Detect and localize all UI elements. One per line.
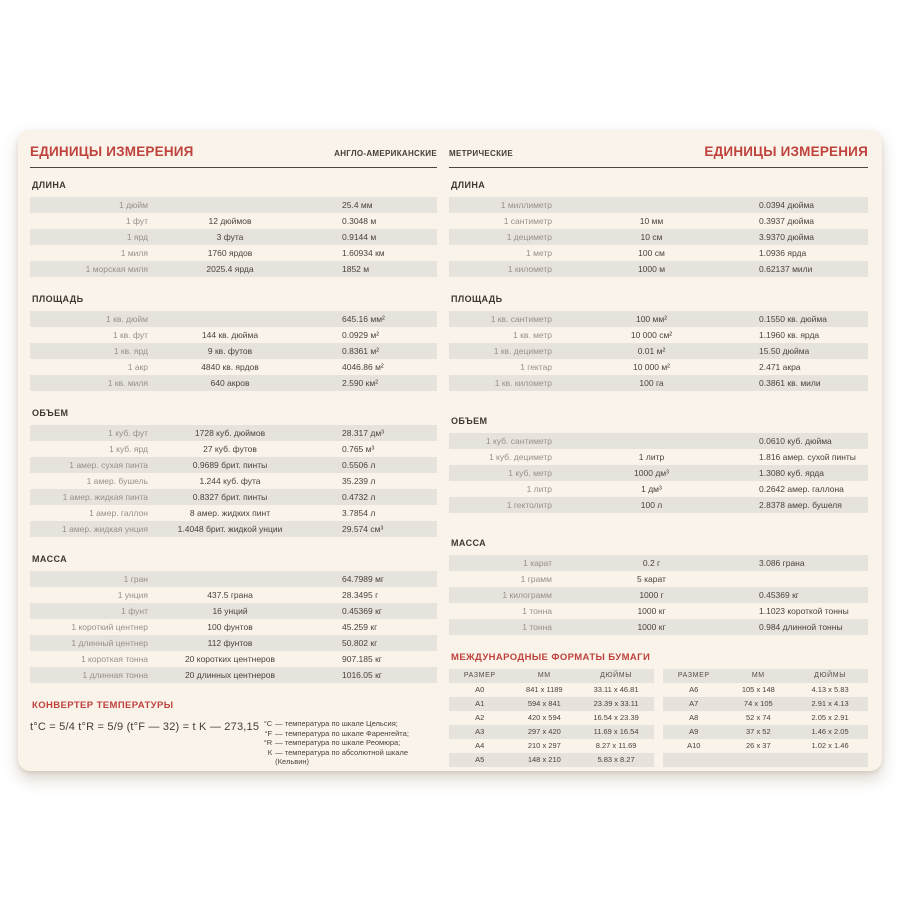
table-row — [30, 571, 437, 587]
legend-reaumur — [259, 738, 437, 748]
temperature-formula: t°C = 5/4 t°R = 5/9 (t°F — 32) = t K — 273,15 — [30, 721, 260, 733]
table-cell: 2.8378 амер. бушеля — [759, 500, 842, 510]
table-row — [30, 425, 437, 441]
table-cell: 1 амер. галлон — [89, 508, 148, 518]
legend-celsius — [259, 719, 437, 729]
table-cell — [564, 197, 739, 213]
table-cell: 0.0610 куб. дюйма — [759, 436, 832, 446]
table-cell: 2025.4 ярда — [206, 264, 254, 274]
table-cell: 1 фут — [125, 216, 148, 226]
table-row — [449, 261, 868, 277]
imperial-column-header — [30, 144, 437, 165]
table-row — [449, 229, 868, 245]
table-cell: 1 фунт — [121, 606, 148, 616]
table-row — [449, 197, 868, 213]
paper-formats-heading: МЕЖДУНАРОДНЫЕ ФОРМАТЫ БУМАГИ — [451, 652, 651, 663]
table-cell: 1 короткий центнер — [71, 622, 148, 632]
table-cell: 1 гектар — [520, 362, 552, 372]
table-row — [30, 457, 437, 473]
table-cell: 1 амер. жидкая унция — [62, 524, 148, 534]
table-cell: 1 литр — [526, 484, 552, 494]
table-cell: 0.8327 брит. пинты — [192, 492, 268, 502]
table-cell: 29.574 см³ — [342, 524, 384, 534]
table-cell — [725, 753, 793, 767]
legend-symbol: К — [267, 747, 273, 757]
table-row — [30, 359, 437, 375]
table-row — [449, 359, 868, 375]
table-cell: 35.239 л — [342, 476, 376, 486]
table-cell: 1 куб. дециметр — [488, 452, 552, 462]
table-cell: 1 кв. километр — [494, 378, 552, 388]
table-cell: 0.45369 кг — [342, 606, 382, 616]
section-heading-volume: ОБЪЕМ — [32, 408, 69, 418]
table-row — [30, 651, 437, 667]
table-cell: 11.69 x 16.54 — [593, 727, 639, 736]
table-cell: 1.1023 короткой тонны — [759, 606, 849, 616]
table-row — [449, 449, 868, 465]
table-cell: 15.50 дюйма — [759, 346, 810, 356]
table-cell: A5 — [475, 755, 485, 764]
paper-formats-table-a6-a10 — [663, 669, 868, 767]
temperature-legend — [259, 719, 437, 767]
table-row — [30, 635, 437, 651]
table-cell: 1 миля — [120, 248, 148, 258]
table-cell: 100 мм² — [635, 314, 668, 324]
column-header-mm: ММ — [751, 672, 765, 679]
metric-mass-section — [449, 537, 868, 635]
table-cell: 1 ярд — [126, 232, 148, 242]
imperial-column-tag: АНГЛО-АМЕРИКАНСКИЕ — [334, 149, 437, 158]
table-row — [449, 683, 654, 697]
table-row — [449, 343, 868, 359]
table-cell: 100 га — [639, 378, 664, 388]
table-row — [449, 245, 868, 261]
table-cell: 20 коротких центнеров — [184, 654, 276, 664]
metric-units-column — [449, 144, 868, 771]
metric-length-table — [449, 197, 868, 277]
table-row — [449, 697, 654, 711]
table-row — [663, 711, 868, 725]
table-row — [449, 327, 868, 343]
page-title-right: ЕДИНИЦЫ ИЗМЕРЕНИЯ — [704, 144, 868, 159]
table-row — [663, 697, 868, 711]
table-cell: 645.16 мм² — [342, 314, 385, 324]
table-cell: 1 длинный центнер — [71, 638, 148, 648]
table-cell: 25.4 мм — [342, 200, 373, 210]
table-cell: 2.91 x 4.13 — [811, 699, 849, 708]
table-cell: A9 — [689, 727, 699, 736]
legend-symbol: °F — [264, 728, 273, 738]
legend-kelvin — [259, 748, 437, 767]
table-cell: 5.83 x 8.27 — [597, 755, 635, 764]
imperial-area-section — [30, 293, 437, 391]
table-row — [449, 481, 868, 497]
table-cell: 1 кв. сантиметр — [490, 314, 552, 324]
metric-area-table — [449, 311, 868, 391]
column-header-inches: ДЮЙМЫ — [600, 672, 632, 679]
table-row — [449, 213, 868, 229]
legend-symbol: °C — [263, 719, 273, 728]
section-heading-area: ПЛОЩАДЬ — [451, 294, 503, 304]
table-cell: 1 сантиметр — [503, 216, 552, 226]
table-cell: 3 фута — [216, 232, 244, 242]
column-header-size: РАЗМЕР — [463, 672, 496, 679]
table-cell: 1 миллиметр — [500, 200, 552, 210]
table-cell: A7 — [689, 699, 699, 708]
table-cell: A2 — [475, 713, 485, 722]
table-row — [449, 587, 868, 603]
table-cell: 1 куб. сантиметр — [485, 436, 552, 446]
table-cell: 0.984 длинной тонны — [759, 622, 843, 632]
table-cell: 1 амер. сухая пинта — [69, 460, 148, 470]
metric-area-section — [449, 293, 868, 391]
page-title-left: ЕДИНИЦЫ ИЗМЕРЕНИЯ — [30, 144, 194, 159]
table-cell: 640 акров — [210, 378, 250, 388]
table-cell: 0.8361 м² — [342, 346, 380, 356]
legend-text: — температура по шкале Фаренгейта; — [275, 728, 409, 738]
table-cell: 4.13 x 5.83 — [811, 685, 849, 694]
column-header-mm: ММ — [537, 672, 551, 679]
table-cell: 112 фунтов — [207, 638, 253, 648]
table-cell: 0.3048 м — [342, 216, 377, 226]
table-cell: 1 куб. ярд — [109, 444, 148, 454]
table-cell: 100 л — [640, 500, 663, 510]
paper-formats-table-a0-a5 — [449, 669, 654, 767]
table-cell: 4046.86 м² — [342, 362, 384, 372]
table-cell — [792, 753, 868, 767]
table-cell: 1.3080 куб. ярда — [759, 468, 824, 478]
table-cell: 33.11 x 46.81 — [593, 685, 639, 694]
table-cell: 0.0929 м² — [342, 330, 380, 340]
table-cell: 1000 кг — [637, 622, 666, 632]
table-cell: 1 гран — [123, 574, 148, 584]
paper-formats-section — [449, 651, 868, 767]
table-row — [449, 465, 868, 481]
table-cell: 1 тонна — [522, 622, 552, 632]
table-cell: A1 — [475, 699, 485, 708]
table-cell: A8 — [689, 713, 699, 722]
table-cell: 26 x 37 — [746, 741, 771, 750]
imperial-area-table — [30, 311, 437, 391]
table-cell: 28.3495 г — [342, 590, 379, 600]
column-header-size: РАЗМЕР — [677, 672, 710, 679]
table-cell: 1728 куб. дюймов — [194, 428, 266, 438]
table-cell: 0.2 г — [642, 558, 661, 568]
header-rule-right — [449, 167, 868, 168]
table-cell: 1 дециметр — [506, 232, 552, 242]
table-row — [30, 213, 437, 229]
table-cell: 1760 ярдов — [207, 248, 253, 258]
table-row — [30, 521, 437, 537]
table-cell: 1000 м — [637, 264, 666, 274]
table-cell: 1 куб. фут — [108, 428, 148, 438]
table-row — [30, 603, 437, 619]
table-row — [30, 587, 437, 603]
table-cell: 907.185 кг — [342, 654, 382, 664]
table-cell: 1 кв. фут — [112, 330, 148, 340]
table-cell: 0.5506 л — [342, 460, 376, 470]
table-cell: 3.086 грана — [759, 558, 805, 568]
table-cell: 20 длинных центнеров — [184, 670, 276, 680]
section-heading-mass: МАССА — [451, 538, 487, 548]
imperial-volume-section — [30, 407, 437, 537]
imperial-length-section — [30, 179, 437, 277]
section-heading-mass: МАССА — [32, 554, 68, 564]
table-cell: 420 x 594 — [527, 713, 561, 722]
section-heading-length: ДЛИНА — [32, 180, 67, 190]
header-rule-left — [30, 167, 437, 168]
table-row — [449, 571, 868, 587]
table-cell: 16 унций — [212, 606, 248, 616]
reference-page-card — [18, 130, 882, 771]
table-cell: 52 x 74 — [746, 713, 771, 722]
table-row — [30, 619, 437, 635]
table-cell: 1.816 амер. сухой пинты — [759, 452, 856, 462]
table-cell: 0.0394 дюйма — [759, 200, 815, 210]
table-row — [663, 739, 868, 753]
table-row — [449, 711, 654, 725]
table-cell — [663, 753, 725, 767]
table-cell: 1 длинная тонна — [82, 670, 148, 680]
paper-formats-tables — [449, 669, 868, 767]
imperial-units-column — [30, 144, 437, 771]
table-cell: 1 унция — [117, 590, 148, 600]
table-cell: 1 гектолитр — [506, 500, 552, 510]
table-row — [30, 245, 437, 261]
paper-table-header — [449, 669, 654, 683]
table-cell: 23.39 x 33.11 — [593, 699, 639, 708]
table-cell: 100 см — [638, 248, 665, 258]
table-cell: 297 x 420 — [527, 727, 561, 736]
table-cell: 1 кв. дециметр — [493, 346, 552, 356]
section-heading-area: ПЛОЩАДЬ — [32, 294, 84, 304]
table-cell: 841 x 1189 — [526, 685, 563, 694]
imperial-length-table — [30, 197, 437, 277]
table-row — [30, 343, 437, 359]
table-cell: 1016.05 кг — [342, 670, 382, 680]
imperial-volume-table — [30, 425, 437, 537]
metric-column-header — [449, 144, 868, 165]
table-cell: A10 — [687, 741, 701, 750]
table-cell: 4840 кв. ярдов — [201, 362, 259, 372]
table-cell — [160, 571, 300, 587]
table-cell: 0.01 м² — [637, 346, 666, 356]
table-cell: A0 — [475, 685, 485, 694]
table-row — [663, 725, 868, 739]
table-row — [663, 683, 868, 697]
table-row — [30, 375, 437, 391]
table-cell: 12 дюймов — [208, 216, 252, 226]
metric-volume-table — [449, 433, 868, 513]
table-cell: 1000 кг — [637, 606, 666, 616]
table-row — [30, 261, 437, 277]
table-cell: 16.54 x 23.39 — [593, 713, 639, 722]
table-cell: 1.244 куб. фута — [199, 476, 261, 486]
metric-length-section — [449, 179, 868, 277]
imperial-mass-table — [30, 571, 437, 683]
table-cell: 1.46 x 2.05 — [811, 727, 849, 736]
table-cell: 1 километр — [507, 264, 552, 274]
table-cell: 1 куб. метр — [508, 468, 552, 478]
table-cell: 1 метр — [526, 248, 552, 258]
table-cell: 1 килограмм — [502, 590, 552, 600]
table-cell: 1 дюйм — [118, 200, 148, 210]
table-row — [30, 327, 437, 343]
table-cell — [739, 571, 868, 587]
table-row — [449, 619, 868, 635]
table-row — [449, 603, 868, 619]
table-cell: 1.0936 ярда — [759, 248, 807, 258]
section-heading-length: ДЛИНА — [451, 180, 486, 190]
table-cell: 0.1550 кв. дюйма — [759, 314, 827, 324]
temperature-converter — [30, 699, 437, 767]
table-cell: 1 литр — [638, 452, 665, 462]
metric-volume-section — [449, 415, 868, 513]
table-cell: 5 карат — [637, 574, 666, 584]
legend-symbol: °R — [263, 738, 273, 747]
table-row — [663, 753, 868, 767]
table-cell: 144 кв. дюйма — [201, 330, 259, 340]
temperature-converter-heading: КОНВЕРТЕР ТЕМПЕРАТУРЫ — [32, 700, 174, 711]
table-cell: 1 кв. дюйм — [106, 314, 148, 324]
table-cell: 0.2642 амер. галлона — [759, 484, 844, 494]
table-cell: 8 амер. жидких пинт — [189, 508, 271, 518]
table-cell: 0.9689 брит. пинты — [192, 460, 268, 470]
table-cell: 1000 г — [639, 590, 664, 600]
table-row — [449, 433, 868, 449]
table-cell: 10 мм — [639, 216, 664, 226]
table-row — [30, 489, 437, 505]
table-cell: 594 x 841 — [527, 699, 561, 708]
table-row — [30, 311, 437, 327]
table-cell: 8.27 x 11.69 — [595, 741, 637, 750]
table-cell: 1.02 x 1.46 — [811, 741, 849, 750]
legend-text: — температура по шкале Цельсия; — [275, 719, 398, 728]
table-cell: 0.3861 кв. мили — [759, 378, 821, 388]
table-cell: 10 000 м² — [632, 362, 671, 372]
table-cell: 74 x 105 — [743, 699, 773, 708]
legend-text: — температура по шкале Реомюра; — [275, 738, 401, 747]
metric-column-tag: МЕТРИЧЕСКИЕ — [449, 149, 513, 158]
table-cell: 0.3937 дюйма — [759, 216, 815, 226]
table-cell: 1 акр — [127, 362, 148, 372]
table-cell: 1 кв. ярд — [113, 346, 148, 356]
column-header-inches: ДЮЙМЫ — [814, 672, 846, 679]
table-cell: 28.317 дм³ — [342, 428, 384, 438]
table-cell — [564, 433, 739, 449]
table-row — [449, 311, 868, 327]
metric-mass-table — [449, 555, 868, 635]
table-cell: 27 куб. футов — [203, 444, 257, 454]
table-cell: 3.9370 дюйма — [759, 232, 815, 242]
table-cell: 1000 дм³ — [634, 468, 669, 478]
table-cell: 1 грамм — [520, 574, 552, 584]
table-row — [30, 441, 437, 457]
paper-table-header — [663, 669, 868, 683]
table-cell: 100 фунтов — [207, 622, 253, 632]
table-cell: 1.4048 брит. жидкой унции — [177, 524, 283, 534]
table-cell: 45.259 кг — [342, 622, 378, 632]
table-cell: 1 карат — [523, 558, 552, 568]
table-cell — [160, 311, 300, 327]
table-cell: 1 тонна — [522, 606, 552, 616]
table-row — [30, 197, 437, 213]
section-heading-volume: ОБЪЕМ — [451, 416, 488, 426]
table-cell: 1 кв. метр — [513, 330, 552, 340]
table-row — [30, 667, 437, 683]
table-cell: 1.1960 кв. ярда — [759, 330, 820, 340]
table-cell: 1 дм³ — [641, 484, 662, 494]
table-cell: 0.62137 мили — [759, 264, 813, 274]
table-cell: 1 амер. жидкая пинта — [62, 492, 148, 502]
table-row — [449, 739, 654, 753]
legend-text: — температура по абсолютной шкале (Кельвин) — [275, 747, 409, 766]
table-cell: 1 кв. миля — [107, 378, 148, 388]
table-cell: 50.802 кг — [342, 638, 378, 648]
table-cell: 2.05 x 2.91 — [811, 713, 849, 722]
table-row — [30, 505, 437, 521]
table-row — [449, 725, 654, 739]
table-row — [449, 753, 654, 767]
table-cell: 437.5 грана — [207, 590, 253, 600]
table-cell: A6 — [689, 685, 699, 694]
table-cell: 210 x 297 — [527, 741, 561, 750]
table-cell: 0.765 м³ — [342, 444, 375, 454]
table-cell: 0.9144 м — [342, 232, 377, 242]
table-cell: 148 x 210 — [527, 755, 561, 764]
table-cell: A4 — [475, 741, 485, 750]
table-cell: 0.45369 кг — [759, 590, 799, 600]
table-cell: 0.4732 л — [342, 492, 376, 502]
table-row — [449, 497, 868, 513]
table-cell: 2.590 км² — [342, 378, 379, 388]
table-cell: 10 см — [640, 232, 663, 242]
table-cell: 9 кв. футов — [207, 346, 253, 356]
table-cell: 37 x 52 — [746, 727, 771, 736]
table-row — [30, 473, 437, 489]
table-row — [449, 555, 868, 571]
imperial-mass-section — [30, 553, 437, 683]
table-cell — [160, 197, 300, 213]
temperature-converter-body — [30, 717, 437, 767]
table-cell: 3.7854 л — [342, 508, 376, 518]
table-cell: 105 x 148 — [741, 685, 775, 694]
legend-fahrenheit — [259, 729, 437, 739]
table-cell: 1852 м — [342, 264, 370, 274]
table-cell: 1.60934 км — [342, 248, 385, 258]
table-cell: 1 амер. бушель — [86, 476, 148, 486]
table-cell: A3 — [475, 727, 485, 736]
table-cell: 1 короткая тонна — [80, 654, 148, 664]
table-cell: 1 морская миля — [85, 264, 148, 274]
table-cell: 2.471 акра — [759, 362, 801, 372]
table-row — [30, 229, 437, 245]
table-row — [449, 375, 868, 391]
table-cell: 64.7989 мг — [342, 574, 385, 584]
table-cell: 10 000 см² — [630, 330, 673, 340]
